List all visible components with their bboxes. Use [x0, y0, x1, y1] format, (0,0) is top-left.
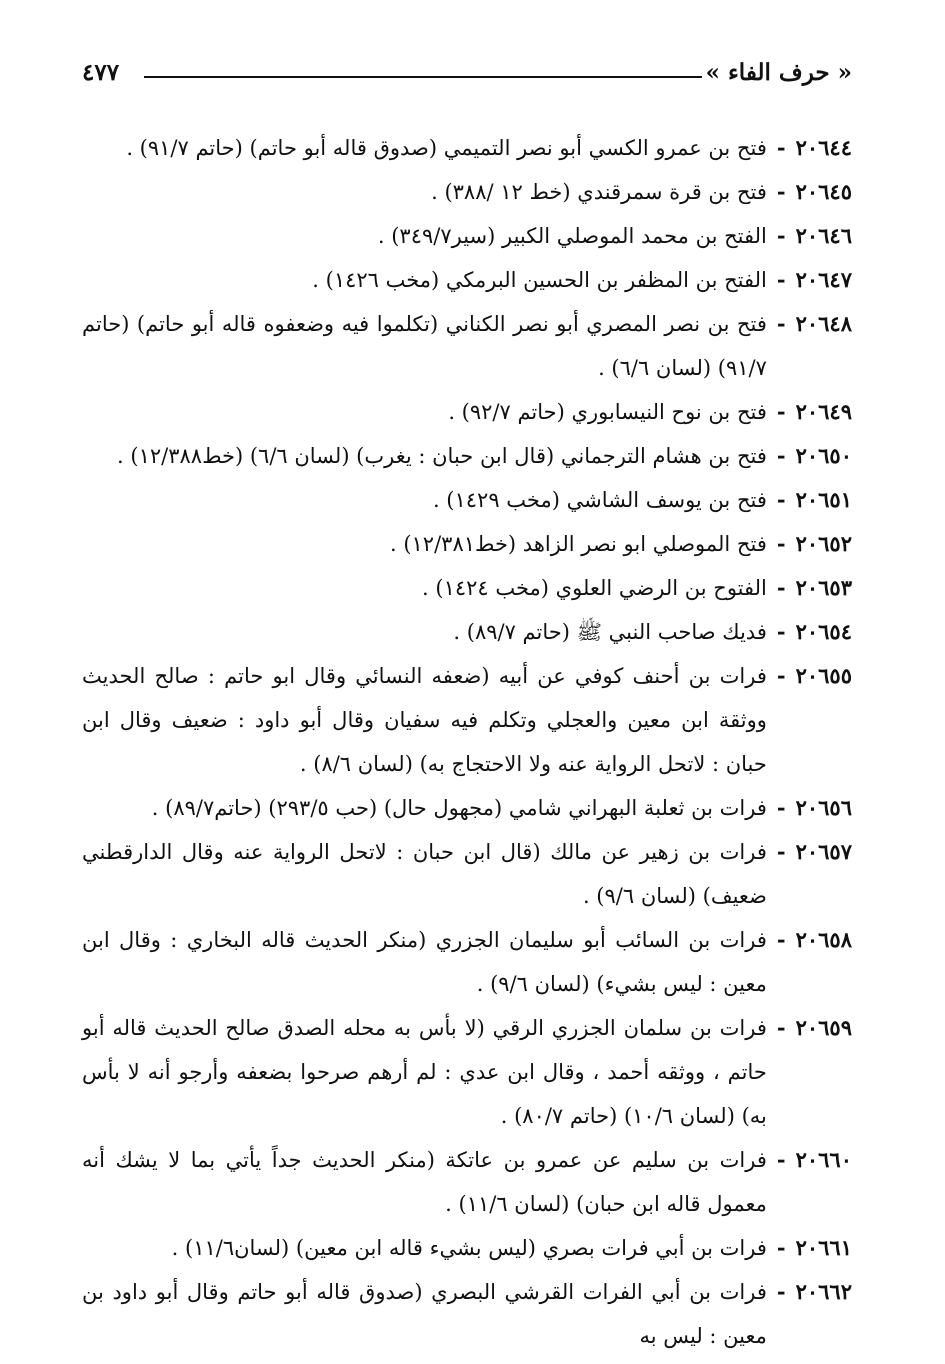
entry-text: فرات بن السائب أبو سليمان الجزري (منكر الحديث قاله البخاري : وقال ابن معين : ليس بشيء) (لسان ٩/٦) . — [82, 928, 767, 996]
entry-dash: - — [776, 399, 786, 424]
entry — [82, 654, 852, 786]
entry-text: فتح بن نوح النيسابوري (حاتم ٩٢/٧) . — [448, 400, 767, 424]
entry-text: فرات بن زهير عن مالك (قال ابن حبان : لاتحل الرواية عنه وقال الدارقطني ضعيف) (لسان ٩/٦) . — [82, 840, 767, 908]
entry-number: ٢٠٦٤٧ — [795, 267, 852, 292]
entry-dash: - — [776, 311, 786, 336]
entry-text: فرات بن أبي فرات بصري (ليس بشيء قاله ابن معين) (لسان١١/٦) . — [171, 1236, 767, 1260]
entry-number: ٢٠٦٥٢ — [795, 531, 852, 556]
entry-number: ٢٠٦٥٠ — [795, 443, 852, 468]
entry-dash: - — [776, 135, 786, 160]
entry-dash: - — [776, 795, 786, 820]
page-header — [82, 55, 852, 99]
entry-number: ٢٠٦٥٩ — [795, 1015, 852, 1040]
entry-dash: - — [776, 443, 786, 468]
entry-text: فتح بن عمرو الكسي أبو نصر التميمي (صدوق قاله أبو حاتم) (حاتم ٩١/٧) . — [126, 136, 767, 160]
entry-text: فرات بن أبي الفرات القرشي البصري (صدوق قاله أبو حاتم وقال أبو داود بن معين : ليس به — [82, 1280, 767, 1348]
entry-dash: - — [776, 927, 786, 952]
entry-dash: - — [776, 1015, 786, 1040]
entry-number: ٢٠٦٤٤ — [795, 135, 852, 160]
entry-dash: - — [776, 179, 786, 204]
entry-text: فرات بن سلمان الجزري الرقي (لا بأس به محله الصدق صالح الحديث قاله أبو حاتم ، ووثقه أحمد ، وقال ابن عدي : لم أرهم صرحوا بضعفه وأرجو أنه لا بأس به) (لسان ١٠/٦) (حاتم ٨٠/٧) . — [82, 1016, 767, 1128]
entry-number: ٢٠٦٦٢ — [795, 1279, 852, 1304]
running-title: « حرف الفاء » — [705, 59, 852, 86]
entry-dash: - — [776, 487, 786, 512]
entry-dash: - — [776, 1235, 786, 1260]
entry — [82, 610, 852, 654]
entry-dash: - — [776, 223, 786, 248]
entry-number: ٢٠٦٦٠ — [795, 1147, 852, 1172]
entry — [82, 786, 852, 830]
entry-number: ٢٠٦٥٣ — [795, 575, 852, 600]
entry-dash: - — [776, 267, 786, 292]
entry — [82, 478, 852, 522]
entry-text: فرات بن أحنف كوفي عن أبيه (ضعفه النسائي وقال ابو حاتم : صالح الحديث ووثقة ابن معين والعجلي وتكلم فيه سفيان وقال أبو داود : ضعيف وقال ابن حبان : لاتحل الرواية عنه ولا الاحتجاج به) (لسان ٨/٦) . — [82, 664, 767, 776]
entry-text: فرات بن سليم عن عمرو بن عاتكة (منكر الحديث جداً يأتي بما لا يشك أنه معمول قاله ابن حبان) (لسان ١١/٦) . — [82, 1148, 767, 1216]
entry-number: ٢٠٦٥١ — [795, 487, 852, 512]
page-number: ٤٧٧ — [82, 59, 120, 86]
entries-list — [82, 126, 852, 1358]
entry — [82, 126, 852, 170]
entry-text: فتح بن قرة سمرقندي (خط ١٢ /٣٨٨) . — [431, 180, 767, 204]
entry-dash: - — [776, 531, 786, 556]
entry — [82, 302, 852, 390]
entry-dash: - — [776, 839, 786, 864]
entry — [82, 830, 852, 918]
entry — [82, 258, 852, 302]
entry-number: ٢٠٦٥٧ — [795, 839, 852, 864]
entry-number: ٢٠٦٥٤ — [795, 619, 852, 644]
entry — [82, 214, 852, 258]
entry — [82, 522, 852, 566]
entry-number: ٢٠٦٦١ — [795, 1235, 852, 1260]
entry — [82, 434, 852, 478]
entry-text: فتح بن هشام الترجماني (قال ابن حبان : يغرب) (لسان ٦/٦) (خط١٢/٣٨٨) . — [117, 444, 767, 468]
entry-number: ٢٠٦٥٦ — [795, 795, 852, 820]
entry-number: ٢٠٦٥٨ — [795, 927, 852, 952]
entry-number: ٢٠٦٤٦ — [795, 223, 852, 248]
entry-number: ٢٠٦٤٨ — [795, 311, 852, 336]
entry-text: فتح بن يوسف الشاشي (مخب ١٤٢٩) . — [432, 488, 767, 512]
entry-number: ٢٠٦٤٥ — [795, 179, 852, 204]
entry-text: الفتح بن المظفر بن الحسين البرمكي (مخب ١٤٢٦) . — [312, 268, 767, 292]
entry — [82, 918, 852, 1006]
entry — [82, 170, 852, 214]
entry-dash: - — [776, 663, 786, 688]
entry-dash: - — [776, 1147, 786, 1172]
entry-text: فتح بن نصر المصري أبو نصر الكناني (تكلموا فيه وضعفوه قاله أبو حاتم) (حاتم ٩١/٧) (لسان ٦/٦) . — [82, 312, 767, 380]
entry — [82, 1138, 852, 1226]
entry — [82, 1006, 852, 1138]
entry-dash: - — [776, 575, 786, 600]
entry-text: الفتح بن محمد الموصلي الكبير (سير٣٤٩/٧) . — [377, 224, 767, 248]
entry-dash: - — [776, 619, 786, 644]
entry-number: ٢٠٦٤٩ — [795, 399, 852, 424]
entry-text: فديك صاحب النبي ﷺ (حاتم ٨٩/٧) . — [453, 620, 767, 644]
entry-number: ٢٠٦٥٥ — [795, 663, 852, 688]
header-rule — [144, 76, 702, 78]
entry-text: فتح الموصلي ابو نصر الزاهد (خط١٢/٣٨١) . — [389, 532, 767, 556]
entry — [82, 1270, 852, 1358]
entry-dash: - — [776, 1279, 786, 1304]
entry — [82, 390, 852, 434]
entry — [82, 566, 852, 610]
entry-text: الفتوح بن الرضي العلوي (مخب ١٤٢٤) . — [422, 576, 767, 600]
entry — [82, 1226, 852, 1270]
entry-text: فرات بن ثعلبة البهراني شامي (مجهول حال) (حب ٢٩٣/٥) (حاتم٨٩/٧) . — [151, 796, 767, 820]
